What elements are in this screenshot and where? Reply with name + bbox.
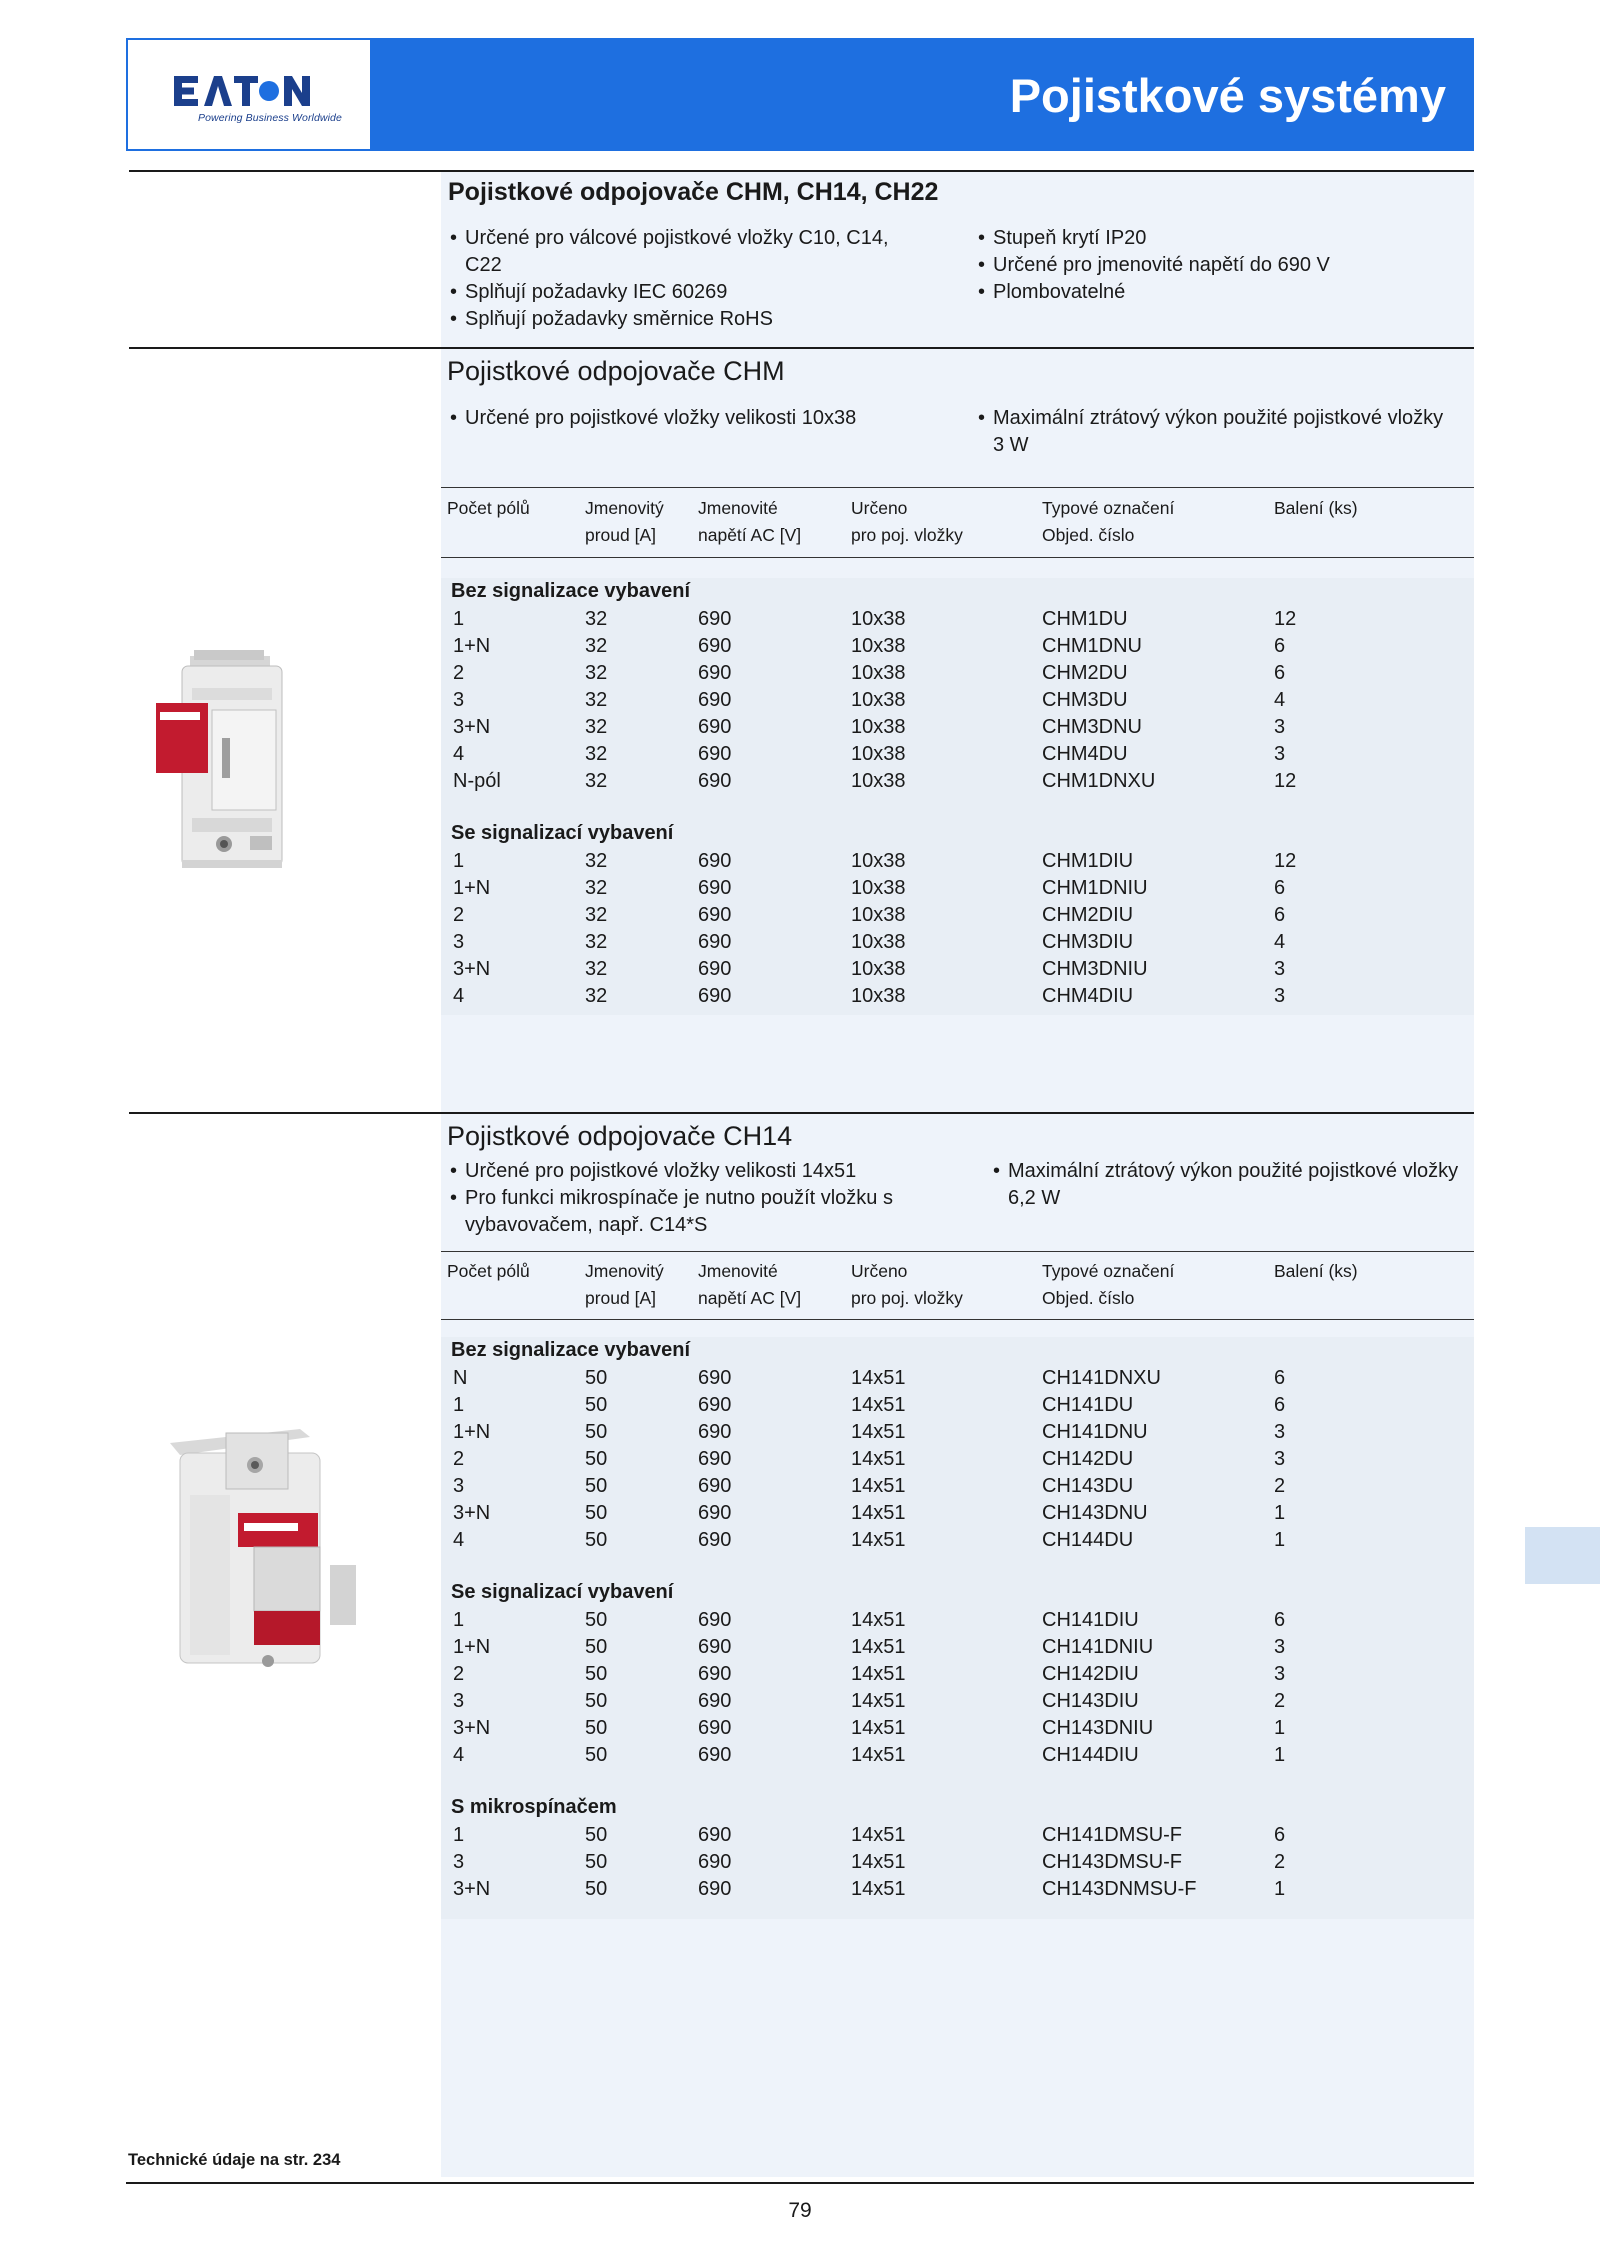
col-header: Typové označení: [1042, 1261, 1175, 1281]
table-cell: CH143DNMSU-F: [1042, 1878, 1197, 1900]
col-header: Jmenovité: [698, 1261, 778, 1281]
table-cell: 690: [698, 662, 732, 684]
table-cell: 3: [453, 1851, 465, 1873]
ch14-bullet: • Pro funkci mikrospínače je nutno použít vložku s vybavovačem, např. C14*S: [450, 1185, 940, 1239]
table-cell: 690: [698, 1851, 732, 1873]
table-cell: CH141DMSU-F: [1042, 1824, 1183, 1846]
table-cell: 6: [1274, 904, 1286, 926]
table-cell: 10x38: [851, 608, 906, 630]
table-cell: 1+N: [453, 877, 491, 899]
table-cell: 1+N: [453, 1636, 491, 1658]
table-row: [441, 1473, 1474, 1500]
table-cell: 690: [698, 1663, 732, 1685]
table-cell: 50: [585, 1717, 608, 1739]
table-row: [441, 741, 1474, 768]
table-cell: 3: [1274, 958, 1286, 980]
table-cell: CH142DIU: [1042, 1663, 1139, 1685]
table-row: [441, 1661, 1474, 1688]
table-cell: 1: [453, 1824, 465, 1846]
table-cell: 50: [585, 1636, 608, 1658]
table-cell: 690: [698, 904, 732, 926]
table-cell: 50: [585, 1421, 608, 1443]
intro-bullet: • Určené pro jmenovité napětí do 690 V: [978, 252, 1438, 279]
table-cell: 690: [698, 1744, 732, 1766]
table-cell: 690: [698, 635, 732, 657]
table-cell: CH141DU: [1042, 1394, 1134, 1416]
table-cell: 6: [1274, 635, 1286, 657]
table-cell: 50: [585, 1502, 608, 1524]
chm-table-header-rule: [441, 557, 1474, 558]
col-header: Balení (ks): [1274, 1261, 1358, 1281]
table-cell: 50: [585, 1475, 608, 1497]
table-cell: 50: [585, 1448, 608, 1470]
table-cell: 14x51: [851, 1824, 906, 1846]
table-cell: CHM3DIU: [1042, 931, 1134, 953]
col-header: Jmenovitý: [585, 1261, 664, 1281]
table-cell: 3+N: [453, 716, 491, 738]
table-cell: 2: [1274, 1690, 1286, 1712]
chm-bullets-left: [450, 405, 930, 432]
table-cell: 1+N: [453, 635, 491, 657]
ch14-title: Pojistkové odpojovače CH14: [447, 1121, 793, 1151]
divider-top: [129, 170, 1474, 172]
table-cell: 14x51: [851, 1394, 906, 1416]
table-cell: 10x38: [851, 958, 906, 980]
table-cell: 690: [698, 1529, 732, 1551]
table-cell: 690: [698, 1367, 732, 1389]
divider-ch14: [129, 1112, 1474, 1114]
table-row: [441, 768, 1474, 795]
table-cell: 14x51: [851, 1609, 906, 1631]
table-cell: 14x51: [851, 1367, 906, 1389]
table-row: [441, 848, 1474, 875]
table-cell: 4: [1274, 931, 1286, 953]
table-cell: 10x38: [851, 985, 906, 1007]
table-cell: 1+N: [453, 1421, 491, 1443]
table-cell: 1: [453, 1394, 465, 1416]
table-cell: 6: [1274, 662, 1286, 684]
ch14-table-top-rule: [441, 1251, 1474, 1252]
table-cell: CHM3DU: [1042, 689, 1128, 711]
table-cell: 690: [698, 716, 732, 738]
table-row: [441, 1392, 1474, 1419]
table-cell: CHM1DIU: [1042, 850, 1134, 872]
table-cell: 690: [698, 1394, 732, 1416]
table-row: [441, 714, 1474, 741]
page-header: [126, 38, 1474, 151]
table-cell: 14x51: [851, 1421, 906, 1443]
table-cell: 14x51: [851, 1448, 906, 1470]
table-cell: 690: [698, 1502, 732, 1524]
divider-footer: [126, 2182, 1474, 2184]
table-cell: CH144DIU: [1042, 1744, 1139, 1766]
table-cell: 3: [1274, 1663, 1286, 1685]
table-cell: 2: [453, 1448, 465, 1470]
chm-table: [441, 578, 1474, 1015]
table-cell: 690: [698, 1690, 732, 1712]
table-cell: CHM2DIU: [1042, 904, 1134, 926]
table-cell: 10x38: [851, 689, 906, 711]
table-cell: 3+N: [453, 1878, 491, 1900]
ch14-product-image: [150, 1425, 375, 1685]
table-cell: 50: [585, 1824, 608, 1846]
table-cell: 3: [1274, 716, 1286, 738]
col-header: Určeno: [851, 1261, 908, 1281]
table-cell: 4: [453, 743, 465, 765]
table-cell: 3+N: [453, 958, 491, 980]
footnote: Technické údaje na str. 234: [128, 2151, 341, 2169]
page-number: 79: [788, 2199, 812, 2222]
table-cell: 6: [1274, 1394, 1286, 1416]
table-cell: 50: [585, 1851, 608, 1873]
chm-bullet: • Určené pro pojistkové vložky velikosti 10x38: [450, 405, 930, 432]
table-cell: 32: [585, 716, 608, 738]
table-row: [441, 1419, 1474, 1446]
table-cell: 32: [585, 689, 608, 711]
table-cell: 50: [585, 1394, 608, 1416]
table-cell: 32: [585, 850, 608, 872]
group-label: S mikrospínačem: [451, 1796, 617, 1818]
group-label: Se signalizací vybavení: [451, 1581, 674, 1603]
table-cell: 3: [1274, 1448, 1286, 1470]
intro-bullet: • Splňují požadavky IEC 60269: [450, 279, 930, 306]
table-cell: 12: [1274, 850, 1297, 872]
table-cell: 10x38: [851, 904, 906, 926]
table-row: [441, 956, 1474, 983]
table-cell: 12: [1274, 770, 1297, 792]
table-row: [441, 1365, 1474, 1392]
table-cell: CHM1DNU: [1042, 635, 1142, 657]
table-cell: N: [453, 1367, 468, 1389]
ch14-bullets-right: [993, 1158, 1463, 1212]
table-cell: CH143DMSU-F: [1042, 1851, 1183, 1873]
table-cell: 690: [698, 743, 732, 765]
ch14-table: [441, 1337, 1474, 1919]
table-cell: 10x38: [851, 716, 906, 738]
table-cell: 690: [698, 770, 732, 792]
table-cell: 14x51: [851, 1475, 906, 1497]
table-cell: 3: [1274, 1421, 1286, 1443]
table-cell: 690: [698, 850, 732, 872]
table-cell: 32: [585, 904, 608, 926]
table-cell: 690: [698, 1717, 732, 1739]
side-tab: [1525, 1527, 1600, 1584]
table-cell: 32: [585, 958, 608, 980]
chm-bullets-right: [978, 405, 1448, 459]
table-row: [441, 1607, 1474, 1634]
table-row: [441, 1527, 1474, 1554]
chm-title: Pojistkové odpojovače CHM: [447, 356, 785, 386]
col-header: pro poj. vložky: [851, 1288, 963, 1308]
table-cell: 690: [698, 1448, 732, 1470]
table-cell: 4: [453, 985, 465, 1007]
table-cell: 1: [453, 608, 465, 630]
table-cell: 50: [585, 1690, 608, 1712]
group-label: Bez signalizace vybavení: [451, 580, 691, 602]
table-row: [441, 1688, 1474, 1715]
table-cell: 14x51: [851, 1690, 906, 1712]
divider-chm: [129, 347, 1474, 349]
table-cell: 690: [698, 1824, 732, 1846]
table-cell: 2: [453, 662, 465, 684]
table-row: [441, 660, 1474, 687]
intro-bullet: • Splňují požadavky směrnice RoHS: [450, 306, 930, 333]
table-cell: 12: [1274, 608, 1297, 630]
table-cell: 690: [698, 1609, 732, 1631]
ch14-bullet: • Maximální ztrátový výkon použité pojistkové vložky 6,2 W: [993, 1158, 1463, 1212]
col-header: Objed. číslo: [1042, 1288, 1135, 1308]
table-row: [441, 1634, 1474, 1661]
table-cell: 50: [585, 1367, 608, 1389]
table-cell: 4: [1274, 689, 1286, 711]
table-row: [441, 606, 1474, 633]
col-header: napětí AC [V]: [698, 525, 802, 545]
col-header: pro poj. vložky: [851, 525, 963, 545]
table-cell: CH141DNU: [1042, 1421, 1148, 1443]
group-label: Bez signalizace vybavení: [451, 1339, 691, 1361]
col-header: Objed. číslo: [1042, 525, 1135, 545]
table-cell: 14x51: [851, 1663, 906, 1685]
table-row: [441, 687, 1474, 714]
col-header: Jmenovité: [698, 498, 778, 518]
table-cell: 690: [698, 931, 732, 953]
table-cell: 10x38: [851, 877, 906, 899]
table-cell: CH142DU: [1042, 1448, 1134, 1470]
table-row: [441, 1446, 1474, 1473]
table-cell: 1: [1274, 1717, 1286, 1739]
table-cell: 690: [698, 985, 732, 1007]
intro-bullet: • Stupeň krytí IP20: [978, 225, 1438, 252]
table-cell: 10x38: [851, 743, 906, 765]
table-cell: 14x51: [851, 1717, 906, 1739]
table-cell: 3: [1274, 985, 1286, 1007]
table-row: [441, 902, 1474, 929]
table-cell: 14x51: [851, 1851, 906, 1873]
table-cell: 6: [1274, 1824, 1286, 1846]
table-cell: 50: [585, 1744, 608, 1766]
table-cell: 690: [698, 689, 732, 711]
table-cell: 32: [585, 608, 608, 630]
col-header: Počet pólů: [447, 498, 530, 518]
table-cell: N-pól: [453, 770, 501, 792]
ch14-bullet: • Určené pro pojistkové vložky velikosti 14x51: [450, 1158, 940, 1185]
table-cell: 10x38: [851, 850, 906, 872]
table-row: [441, 1822, 1474, 1849]
table-cell: 14x51: [851, 1878, 906, 1900]
table-cell: 32: [585, 662, 608, 684]
table-row: [441, 983, 1474, 1010]
col-header: Jmenovitý: [585, 498, 664, 518]
page-title: Pojistkové systémy: [1009, 69, 1446, 122]
table-cell: 32: [585, 877, 608, 899]
table-cell: CH143DIU: [1042, 1690, 1139, 1712]
table-cell: 3: [453, 1690, 465, 1712]
chm-product-image: [152, 648, 302, 880]
table-cell: 4: [453, 1529, 465, 1551]
table-cell: 6: [1274, 1367, 1286, 1389]
table-cell: 690: [698, 608, 732, 630]
col-header: napětí AC [V]: [698, 1288, 802, 1308]
chm-table-top-rule: [441, 487, 1474, 488]
table-cell: 690: [698, 877, 732, 899]
table-cell: 3: [453, 931, 465, 953]
chm-bullet: • Maximální ztrátový výkon použité pojistkové vložky 3 W: [978, 405, 1448, 459]
table-cell: 690: [698, 1636, 732, 1658]
table-row: [441, 1715, 1474, 1742]
table-cell: 10x38: [851, 662, 906, 684]
table-cell: 10x38: [851, 931, 906, 953]
table-cell: 32: [585, 985, 608, 1007]
table-row: [441, 633, 1474, 660]
col-header: Počet pólů: [447, 1261, 530, 1281]
table-cell: 1: [453, 850, 465, 872]
table-cell: 690: [698, 1421, 732, 1443]
table-cell: CHM1DNXU: [1042, 770, 1156, 792]
table-cell: 690: [698, 958, 732, 980]
table-cell: CHM2DU: [1042, 662, 1128, 684]
table-cell: 3: [453, 689, 465, 711]
ch14-bullets-left: [450, 1158, 940, 1239]
table-cell: 14x51: [851, 1744, 906, 1766]
group-label: Se signalizací vybavení: [451, 822, 674, 844]
intro-bullet: • Plombovatelné: [978, 279, 1438, 306]
col-header: proud [A]: [585, 1288, 657, 1308]
table-cell: CHM1DU: [1042, 608, 1128, 630]
table-cell: 2: [1274, 1475, 1286, 1497]
table-cell: 50: [585, 1663, 608, 1685]
intro-bullet: • Určené pro válcové pojistkové vložky C10, C14, C22: [450, 225, 930, 279]
table-cell: 3+N: [453, 1502, 491, 1524]
table-cell: 1: [1274, 1502, 1286, 1524]
table-cell: 32: [585, 770, 608, 792]
table-cell: 14x51: [851, 1529, 906, 1551]
table-cell: 3: [1274, 1636, 1286, 1658]
table-cell: 690: [698, 1475, 732, 1497]
intro-bullets-right: [978, 225, 1438, 306]
table-cell: 2: [453, 904, 465, 926]
intro-title: Pojistkové odpojovače CHM, CH14, CH22: [448, 178, 939, 206]
table-cell: 690: [698, 1878, 732, 1900]
table-cell: 1: [1274, 1878, 1286, 1900]
logo-tagline: Powering Business Worldwide: [198, 112, 342, 124]
table-cell: CH141DNIU: [1042, 1636, 1154, 1658]
col-header: proud [A]: [585, 525, 657, 545]
table-cell: CH141DNXU: [1042, 1367, 1161, 1389]
table-cell: 6: [1274, 877, 1286, 899]
table-cell: CHM3DNIU: [1042, 958, 1148, 980]
table-cell: CH141DIU: [1042, 1609, 1139, 1631]
table-cell: 50: [585, 1529, 608, 1551]
table-cell: 2: [1274, 1851, 1286, 1873]
eaton-logo: [126, 38, 372, 151]
table-cell: 32: [585, 743, 608, 765]
table-cell: CHM4DIU: [1042, 985, 1134, 1007]
ch14-table-header-rule: [441, 1319, 1474, 1320]
table-cell: 2: [453, 1663, 465, 1685]
table-cell: 50: [585, 1609, 608, 1631]
table-cell: 1: [1274, 1529, 1286, 1551]
table-cell: CH143DU: [1042, 1475, 1134, 1497]
table-cell: 14x51: [851, 1502, 906, 1524]
table-cell: 4: [453, 1744, 465, 1766]
table-cell: 3: [1274, 743, 1286, 765]
table-cell: 1: [453, 1609, 465, 1631]
col-header: Určeno: [851, 498, 908, 518]
table-cell: CHM4DU: [1042, 743, 1128, 765]
table-cell: 3: [453, 1475, 465, 1497]
table-cell: CH143DNU: [1042, 1502, 1148, 1524]
table-cell: 14x51: [851, 1636, 906, 1658]
col-header: Balení (ks): [1274, 498, 1358, 518]
table-cell: CHM3DNU: [1042, 716, 1142, 738]
table-cell: CH143DNIU: [1042, 1717, 1154, 1739]
table-row: [441, 1876, 1474, 1903]
intro-bullets-left: [450, 225, 930, 333]
table-cell: 10x38: [851, 770, 906, 792]
table-cell: 32: [585, 635, 608, 657]
table-cell: 1: [1274, 1744, 1286, 1766]
table-row: [441, 1742, 1474, 1769]
table-cell: 32: [585, 931, 608, 953]
table-cell: 6: [1274, 1609, 1286, 1631]
table-cell: 10x38: [851, 635, 906, 657]
table-cell: CH144DU: [1042, 1529, 1134, 1551]
table-cell: CHM1DNIU: [1042, 877, 1148, 899]
eaton-logo-mark: [174, 76, 318, 110]
table-row: [441, 1849, 1474, 1876]
table-row: [441, 929, 1474, 956]
table-cell: 3+N: [453, 1717, 491, 1739]
table-cell: 50: [585, 1878, 608, 1900]
col-header: Typové označení: [1042, 498, 1175, 518]
table-row: [441, 875, 1474, 902]
table-row: [441, 1500, 1474, 1527]
